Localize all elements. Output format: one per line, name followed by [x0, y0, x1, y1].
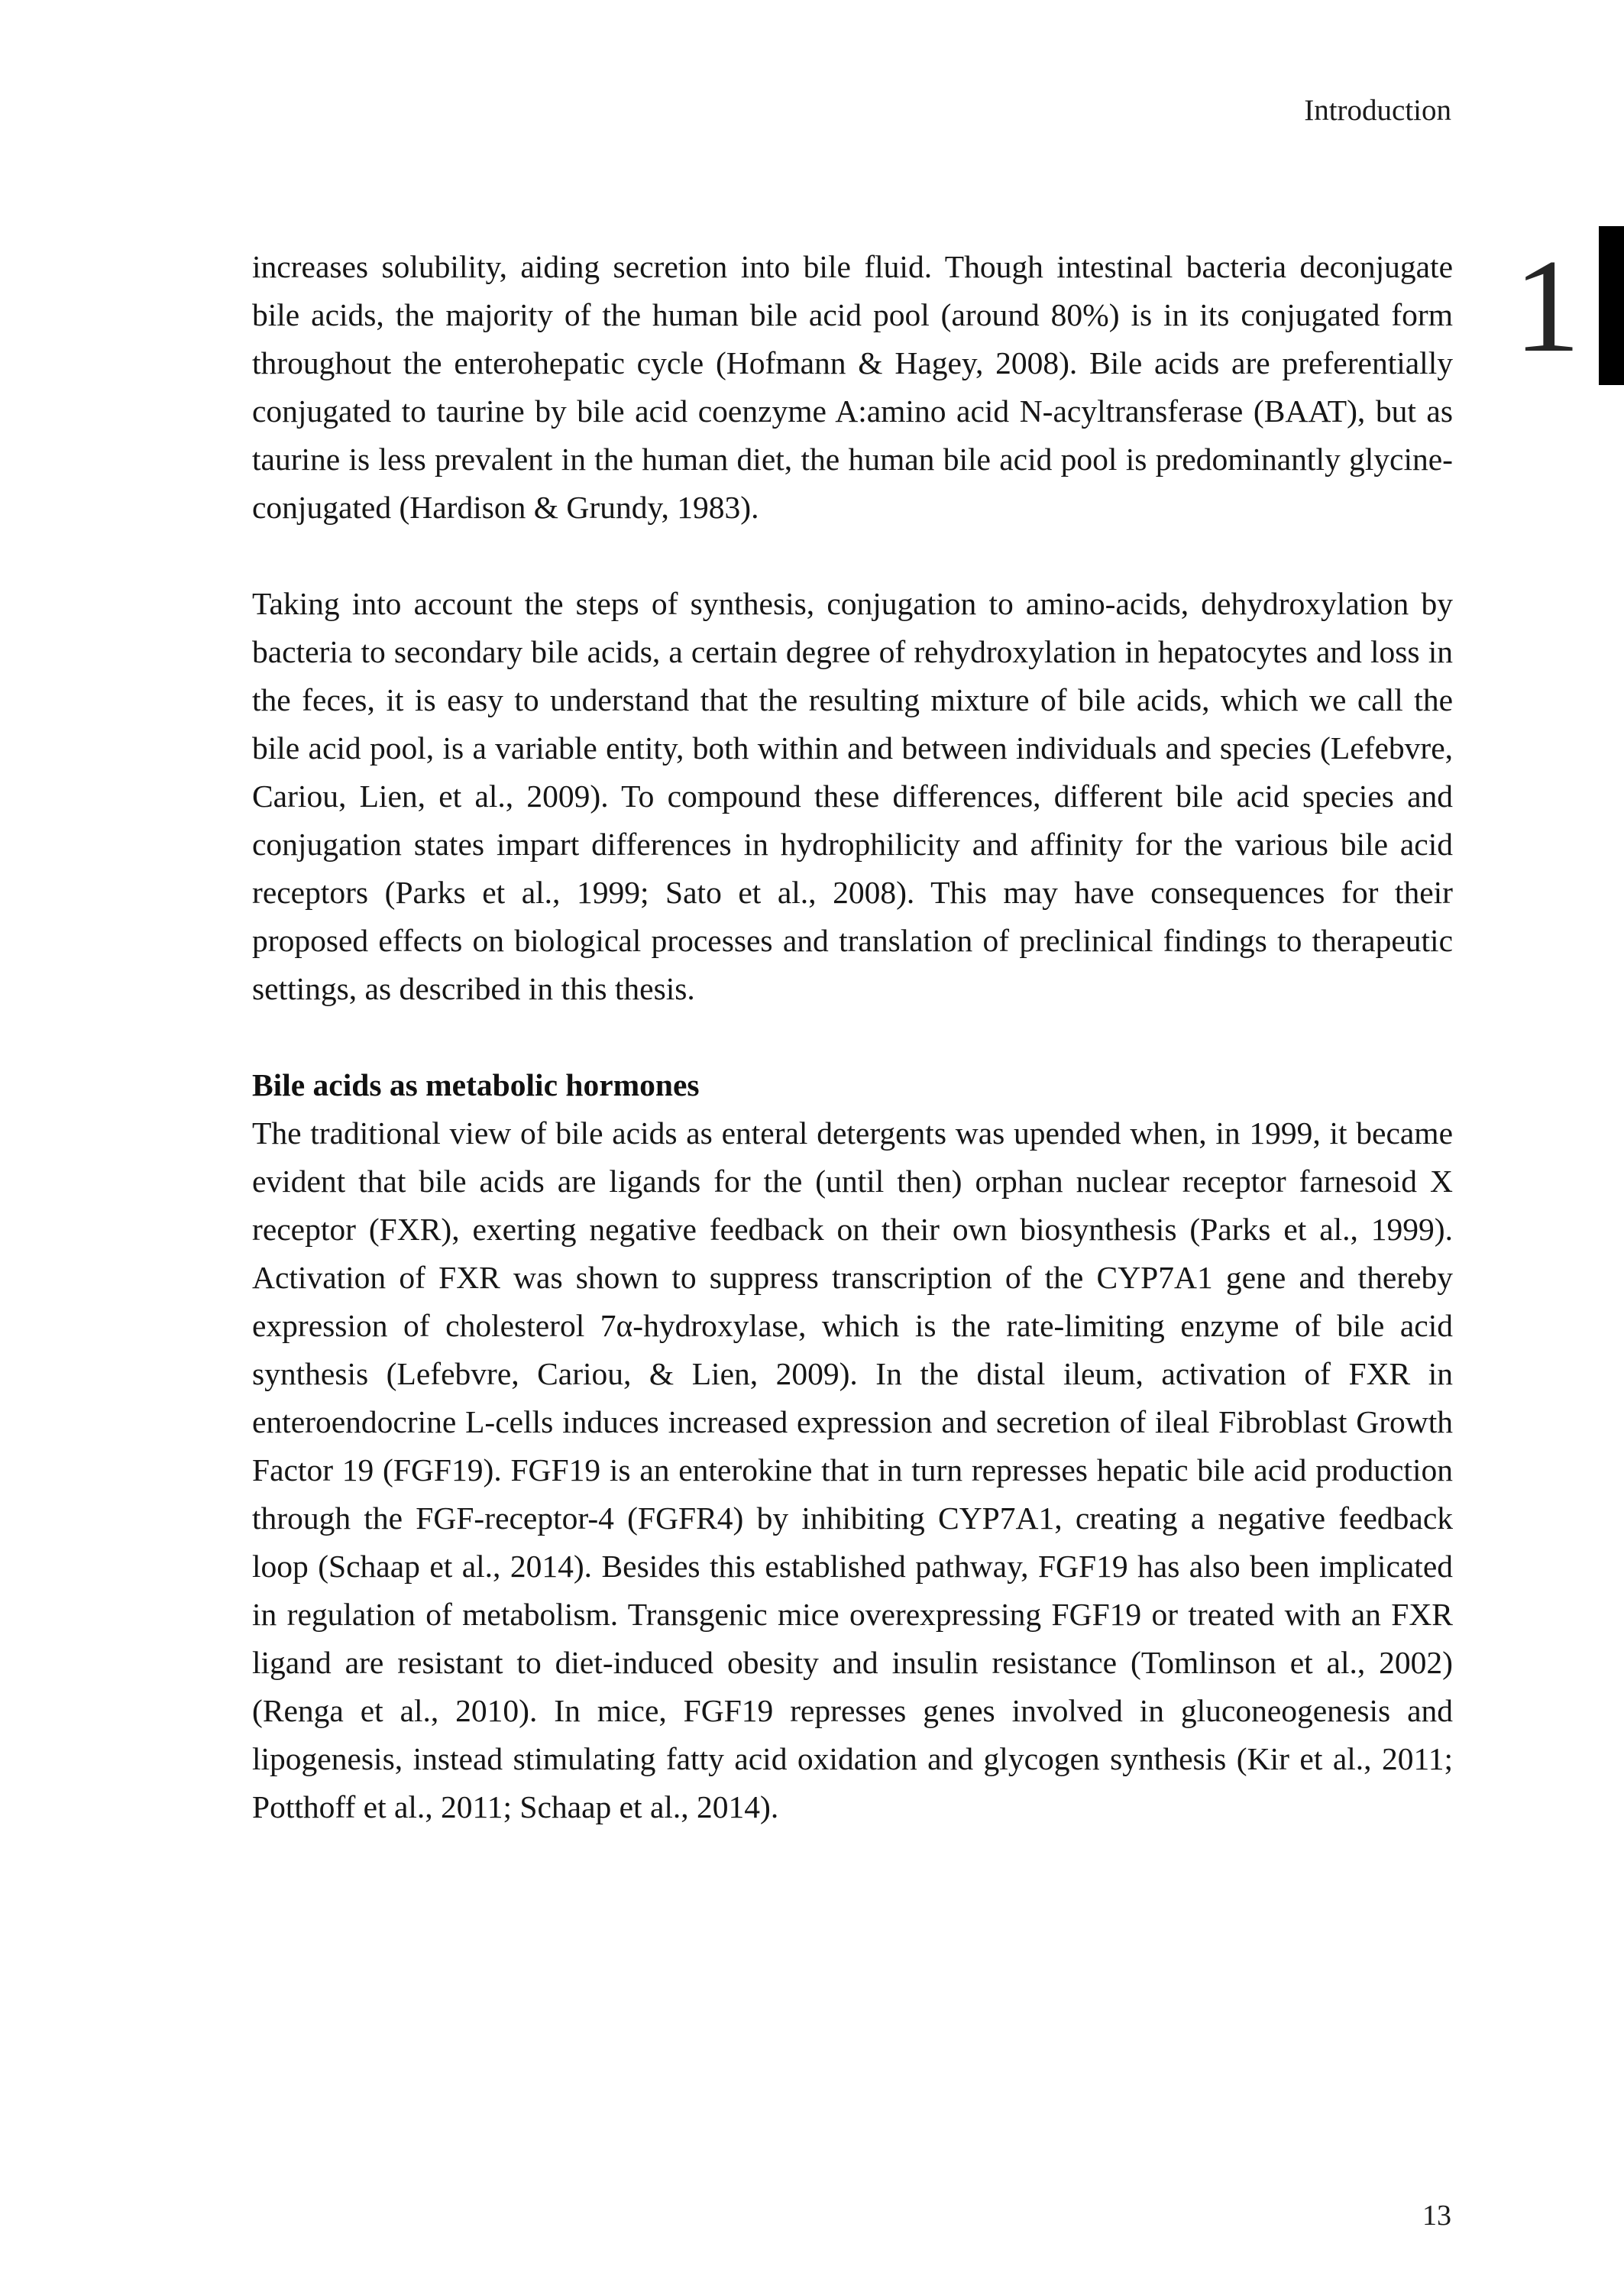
paragraph-metabolic-hormones: The traditional view of bile acids as enteral detergents was upended when, in 1999, it became evident that bile acids are ligands for the (until then) orphan nuclear receptor farnesoid X receptor (FXR), exerting negative feedback on their own biosynthesis (Parks et al., 1999). Activation of FXR was shown to suppress transcription of the CYP7A1 gene and thereby expression of cholesterol 7α-hydroxylase, which is the rate-limiting enzyme of bile acid synthesis (Lefebvre, Cariou, & Lien, 2009). In the distal ileum, activation of FXR in enteroendocrine L-cells induces increased expression and secretion of ileal Fibroblast Growth Factor 19 (FGF19). FGF19 is an enterokine that in turn represses hepatic bile acid production through the FGF-receptor-4 (FGFR4) by inhibiting CYP7A1, creating a negative feedback loop (Schaap et al., 2014). Besides this established pathway, FGF19 has also been implicated in regulation of metabolism. Transgenic mice overexpressing FGF19 or treated with an FXR ligand are resistant to diet-induced obesity and insulin resistance (Tomlinson et al., 2002)(Renga et al., 2010). In mice, FGF19 represses genes involved in gluconeogenesis and lipogenesis, instead stimulating fatty acid oxidation and glycogen synthesis (Kir et al., 2011; Potthoff et al., 2011; Schaap et al., 2014). — [252, 1115, 1453, 1824]
section-heading-metabolic-hormones: Bile acids as metabolic hormones — [252, 1067, 700, 1102]
chapter-tab-bar — [1599, 226, 1624, 385]
chapter-tab — [1514, 226, 1624, 385]
body-text — [252, 243, 1453, 1831]
running-header: Introduction — [1304, 94, 1451, 127]
chapter-number: 1 — [1513, 231, 1580, 380]
paragraph-bile-conjugation: increases solubility, aiding secretion into bile fluid. Though intestinal bacteria deconjugate bile acids, the majority of the human bile acid pool (around 80%) is in its conjugated form throughout the enterohepatic cycle (Hofmann & Hagey, 2008). Bile acids are preferentially conjugated to taurine by bile acid coenzyme A:amino acid N-acyltransferase (BAAT), but as taurine is less prevalent in the human diet, the human bile acid pool is predominantly glycine-conjugated (Hardison & Grundy, 1983). — [252, 249, 1453, 525]
page-number: 13 — [1422, 2200, 1451, 2232]
paragraph-bile-acid-pool: Taking into account the steps of synthesis, conjugation to amino-acids, dehydroxylation by bacteria to secondary bile acids, a certain degree of rehydroxylation in hepatocytes and loss in the feces, it is easy to understand that the resulting mixture of bile acids, which we call the bile acid pool, is a variable entity, both within and between individuals and species (Lefebvre, Cariou, Lien, et al., 2009). To compound these differences, different bile acid species and conjugation states impart differences in hydrophilicity and affinity for the various bile acid receptors (Parks et al., 1999; Sato et al., 2008). This may have consequences for their proposed effects on biological processes and translation of preclinical findings to therapeutic settings, as described in this thesis. — [252, 586, 1453, 1006]
